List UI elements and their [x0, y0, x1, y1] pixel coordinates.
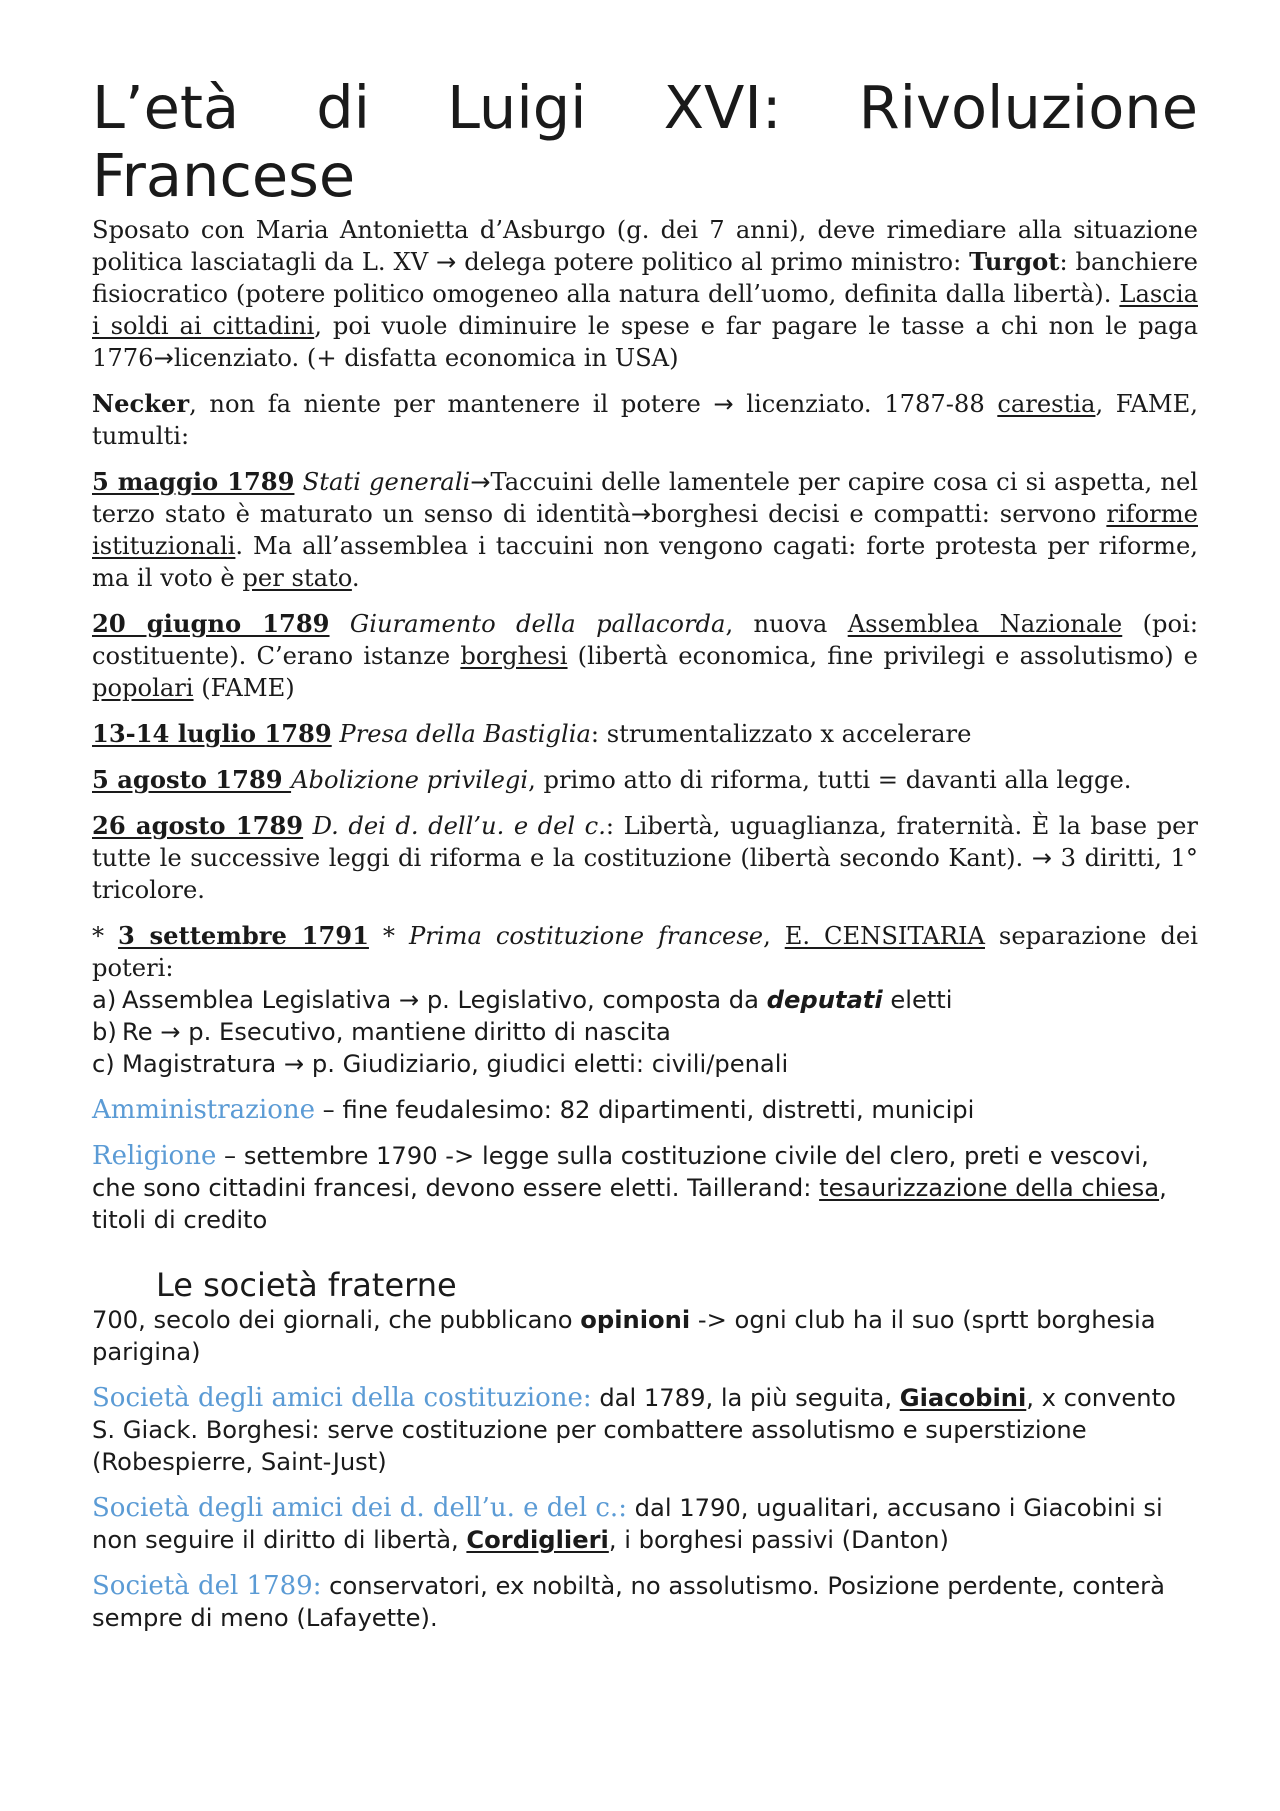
section-label: Amministrazione	[92, 1095, 315, 1125]
text: p. Esecutivo, mantiene diritto di nascita	[180, 1018, 671, 1046]
arrow-icon: →	[470, 468, 491, 496]
paragraph-stati-generali	[92, 466, 1198, 594]
text: – fine feudalesimo: 82 dipartimenti, distretti, municipi	[314, 1096, 975, 1124]
arrow-icon: →	[398, 986, 420, 1014]
paragraph-privilegi	[92, 764, 1198, 796]
asterisk: *	[368, 922, 409, 950]
text: : Libertà, uguaglianza, fraternità. È la base per tutte le successive leggi di riforma e la costituzione (libertà secondo Kant).	[92, 812, 1198, 872]
text: ,	[763, 922, 785, 950]
text: Assemblea Legislativa	[122, 986, 399, 1014]
title-line-2: Francese	[92, 141, 356, 210]
list-item	[92, 1048, 1198, 1080]
text: , i borghesi passivi (Danton)	[608, 1526, 949, 1554]
text: , non fa niente per mantenere il potere	[189, 390, 714, 418]
text: : banchiere fisiocratico (potere politico omogeneo alla natura dell’uomo, definita dalla libertà).	[92, 248, 1198, 308]
underlined-text: riforme istituzionali	[92, 500, 1198, 560]
event-date: 20 giugno 1789	[92, 609, 330, 638]
title-line-1: L’età di Luigi XVI: Rivoluzione	[92, 73, 1198, 142]
bold-text: Giacobini	[899, 1384, 1027, 1412]
paragraph-giacobini	[92, 1382, 1198, 1478]
paragraph-pallacorda	[92, 608, 1198, 704]
text: . Ma all’assemblea i taccuini non vengono cagati: forte protesta per riforme, ma il voto è	[92, 532, 1198, 592]
text: 700, secolo dei giornali, che pubblicano	[92, 1306, 581, 1334]
turgot-name: Turgot	[969, 247, 1060, 276]
text: : strumentalizzato x accelerare	[590, 720, 972, 748]
arrow-icon: →	[630, 500, 652, 528]
paragraph-giornali	[92, 1304, 1198, 1368]
underlined-text: E. CENSITARIA	[784, 922, 985, 950]
list-marker: c)	[92, 1050, 115, 1078]
paragraph-bastiglia	[92, 718, 1198, 750]
paragraph-intro	[92, 214, 1198, 374]
paragraph-religione	[92, 1140, 1198, 1236]
powers-list	[92, 984, 1198, 1080]
event-date: 26 agosto 1789	[92, 811, 304, 840]
arrow-icon: →	[160, 1018, 181, 1046]
paragraph-costituzione	[92, 920, 1198, 984]
text: p. Legislativo, composta da	[419, 986, 767, 1014]
arrow-icon: →	[153, 344, 174, 372]
document-page	[92, 74, 1198, 1648]
event-title: Stati generali	[302, 468, 471, 496]
text: Re	[122, 1018, 161, 1046]
paragraph-necker	[92, 388, 1198, 452]
list-marker: a)	[92, 986, 117, 1014]
event-title: D. dei d. dell’u. e del c.	[312, 812, 606, 840]
section-label: Società del 1789:	[92, 1571, 322, 1601]
section-label: Società degli amici dei d. dell’u. e del c.:	[92, 1493, 627, 1523]
text: -> ogni club ha il suo (sprtt borghesia parigina)	[92, 1306, 1156, 1366]
text: , x convento S. Giack. Borghesi: serve costituzione per combattere assolutismo e superstizione (Robespierre, Saint-Just)	[92, 1384, 1176, 1476]
text: separazione dei poteri:	[92, 922, 1198, 982]
text: – settembre 1790 -> legge sulla costituzione civile del clero, preti e vescovi, che sono cittadini francesi, devono essere eletti. Taillerand:	[92, 1142, 1149, 1202]
paragraph-amministrazione	[92, 1094, 1198, 1126]
arrow-icon: →	[283, 1050, 305, 1078]
event-title: Presa della Bastiglia	[339, 720, 591, 748]
bold-text: Cordiglieri	[466, 1526, 609, 1554]
text: dal 1790, ugualitari, accusano i Giacobini si non seguire il diritto di libertà,	[92, 1494, 1163, 1554]
text: Taccuini delle lamentele per capire cosa ci si aspetta, nel terzo stato è maturato un senso di identità	[92, 468, 1199, 528]
event-title: Abolizione privilegi	[291, 766, 529, 794]
text: 3 diritti, 1° tricolore.	[92, 844, 1198, 904]
text: licenziato. 1787-88	[733, 390, 998, 418]
underlined-text: per stato	[242, 564, 352, 592]
event-date: 5 maggio 1789	[92, 467, 295, 496]
event-date: 13-14 luglio 1789	[92, 719, 332, 748]
text: , FAME, tumulti:	[92, 390, 1198, 450]
event-date: 3 settembre 1791	[118, 921, 369, 950]
underlined-text: popolari	[92, 674, 194, 702]
text: conservatori, ex nobiltà, no assolutismo. Posizione perdente, conterà sempre di meno (Lafayette).	[92, 1572, 1165, 1632]
section-label: Società degli amici della costituzione:	[92, 1383, 592, 1413]
list-item	[92, 984, 1198, 1016]
text: borghesi decisi e compatti: servono	[651, 500, 1107, 528]
text: , nuova	[725, 610, 848, 638]
text: (libertà economica, fine privilegi e assolutismo) e	[567, 642, 1198, 670]
underlined-text: carestia	[997, 390, 1096, 418]
text: delega potere politico al primo ministro:	[456, 248, 970, 276]
text: , titoli di credito	[92, 1174, 1167, 1234]
paragraph-cordiglieri	[92, 1492, 1198, 1556]
paragraph-dichiarazione	[92, 810, 1198, 906]
arrow-icon: →	[1031, 844, 1053, 872]
text: licenziato. (+ disfatta economica in USA)	[173, 344, 679, 372]
underlined-text: Lascia i soldi ai cittadini	[92, 280, 1198, 340]
text: eletti	[882, 986, 953, 1014]
text: (FAME)	[193, 674, 295, 702]
list-item	[92, 1016, 1198, 1048]
text: p. Giudiziario, giudici eletti: civili/penali	[304, 1050, 789, 1078]
event-title: Giuramento della pallacorda	[349, 610, 726, 638]
underlined-text: borghesi	[460, 642, 568, 670]
text: , primo atto di riforma, tutti = davanti alla legge.	[528, 766, 1132, 794]
text: , poi vuole diminuire le spese e far pagare le tasse a chi non le paga 1776	[92, 312, 1198, 372]
arrow-icon: →	[436, 248, 457, 276]
asterisk: *	[92, 922, 119, 950]
text: dal 1789, la più seguita,	[591, 1384, 900, 1412]
bold-text: opinioni	[580, 1306, 691, 1334]
section-heading: Le società fraterne	[156, 1266, 457, 1304]
text: .	[351, 564, 360, 592]
emphasis: deputati	[766, 986, 883, 1014]
paragraph-1789	[92, 1570, 1198, 1634]
section-label: Religione	[92, 1141, 217, 1171]
necker-name: Necker	[92, 389, 190, 418]
underlined-text: Assemblea Nazionale	[847, 610, 1123, 638]
text: Magistratura	[122, 1050, 284, 1078]
event-title: Prima costituzione francese	[408, 922, 764, 950]
arrow-icon: →	[713, 390, 734, 418]
underlined-text: tesaurizzazione della chiesa	[819, 1174, 1160, 1202]
page-title	[92, 74, 1198, 210]
text: Sposato con Maria Antonietta d’Asburgo (g. dei 7 anni), deve rimediare alla situazione politica lasciatagli da L. XV	[92, 216, 1198, 276]
text: (poi: costituente). C’erano istanze	[92, 610, 1198, 670]
event-date: 5 agosto 1789	[92, 765, 292, 794]
list-marker: b)	[92, 1018, 117, 1046]
